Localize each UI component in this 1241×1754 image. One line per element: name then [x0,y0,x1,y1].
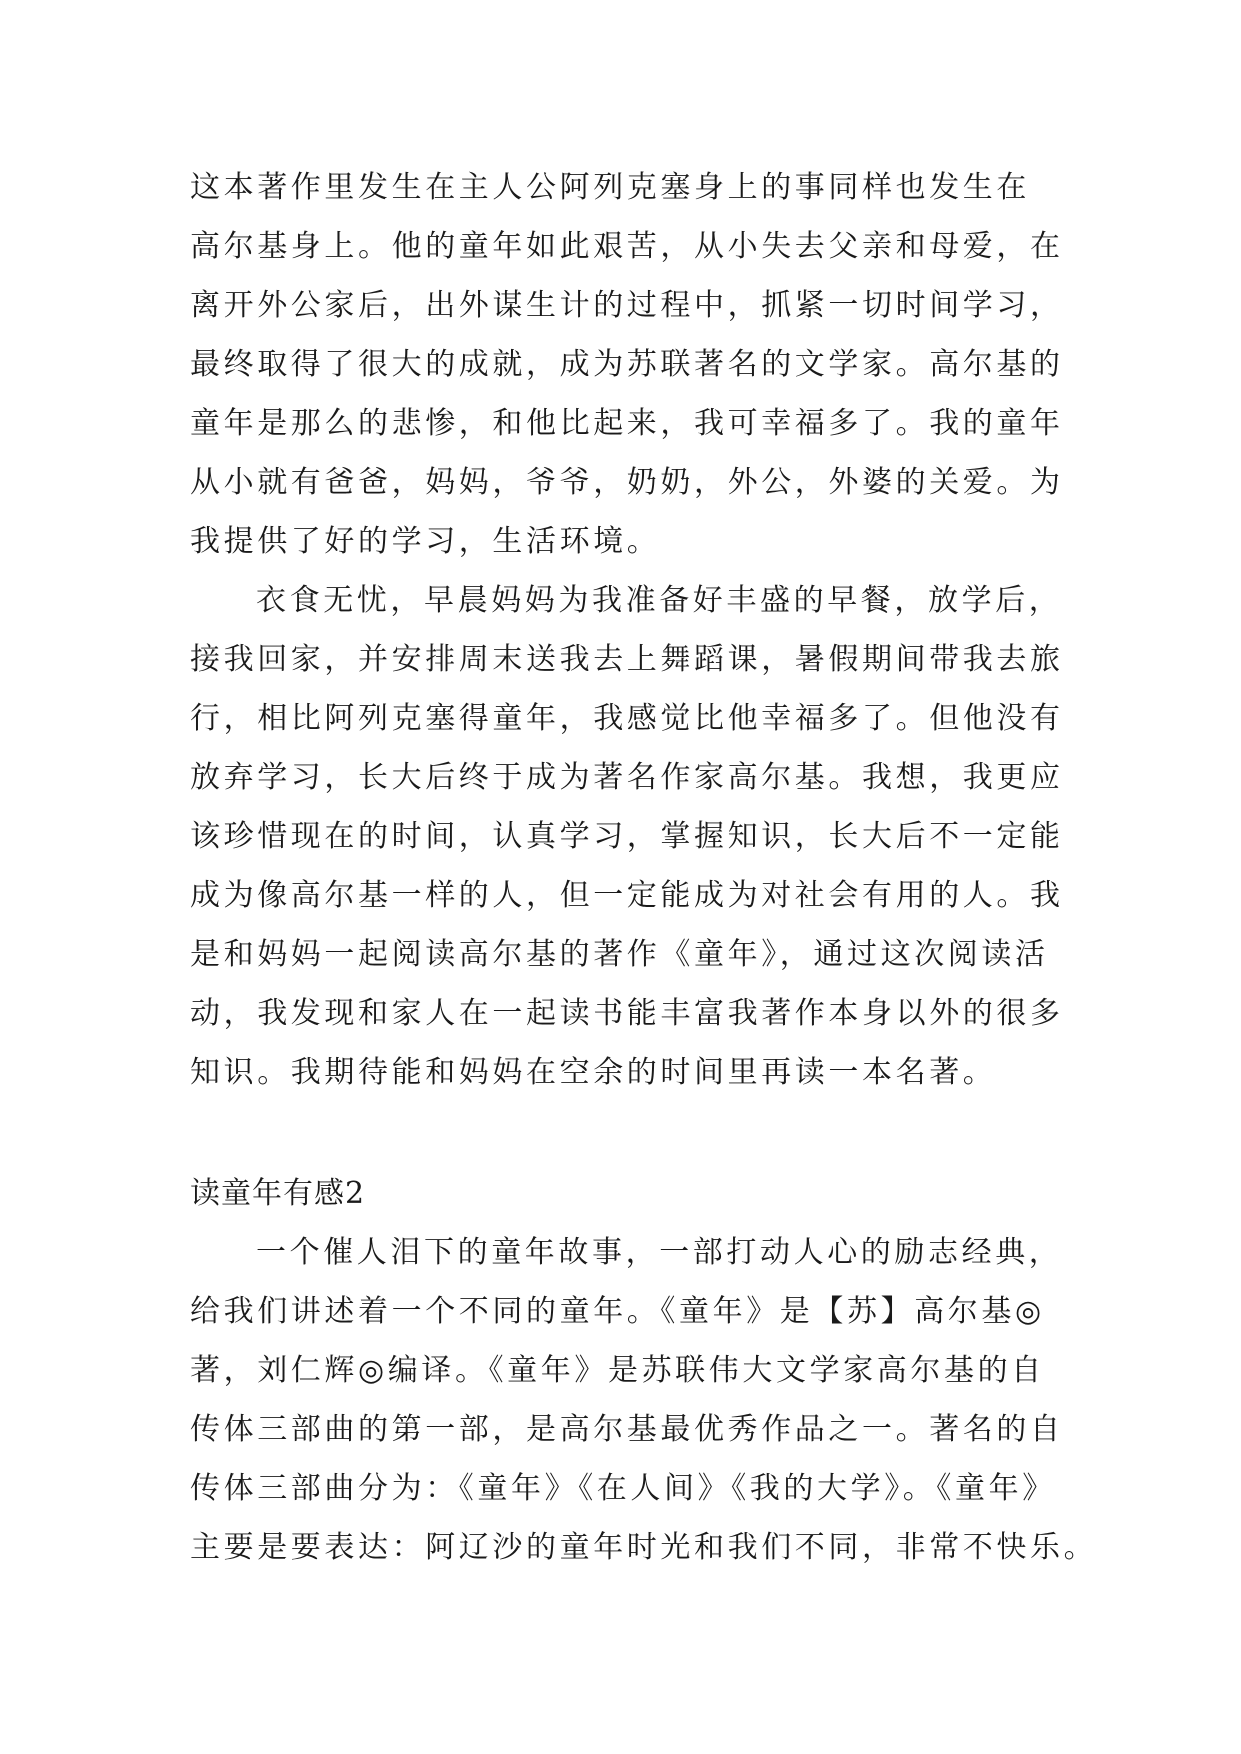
text-line: 知识。我期待能和妈妈在空余的时间里再读一本名著。 [190,1055,997,1090]
text-line: 最终取得了很大的成就，成为苏联著名的文学家。高尔基的 [190,347,1064,382]
text-line: 该珍惜现在的时间，认真学习，掌握知识，长大后不一定能 [190,819,1064,854]
text-line: 离开外公家后，出外谋生计的过程中，抓紧一切时间学习， [190,288,1064,323]
paragraph-gap [190,1102,1070,1164]
paragraph-2 [190,571,1070,1102]
text-line: 这本著作里发生在主人公阿列克塞身上的事同样也发生在 [190,170,1030,205]
text-line: 从小就有爸爸，妈妈，爷爷，奶奶，外公，外婆的关爱。为 [190,465,1064,500]
text-line: 是和妈妈一起阅读高尔基的著作《童年》，通过这次阅读活 [190,937,1049,972]
text-line: 衣食无忧，早晨妈妈为我准备好丰盛的早餐，放学后， [256,583,1063,618]
text-line: 主要是要表达：阿辽沙的童年时光和我们不同，非常不快乐。 [190,1530,1098,1565]
text-line: 高尔基身上。他的童年如此艰苦，从小失去父亲和母爱，在 [190,229,1064,264]
section-title: 读童年有感2 [190,1176,366,1211]
document-page [190,158,1098,1577]
text-line: 我提供了好的学习，生活环境。 [190,524,661,559]
text-line: 放弃学习，长大后终于成为著名作家高尔基。我想，我更应 [190,760,1064,795]
text-line: 著，刘仁辉◎编译。《童年》是苏联伟大文学家高尔基的自 [190,1353,1045,1388]
text-line: 动，我发现和家人在一起读书能丰富我著作本身以外的很多 [190,996,1064,1031]
text-line: 接我回家，并安排周末送我去上舞蹈课，暑假期间带我去旅 [190,642,1064,677]
text-line: 行，相比阿列克塞得童年，我感觉比他幸福多了。但他没有 [190,701,1064,736]
text-line: 童年是那么的悲惨，和他比起来，我可幸福多了。我的童年 [190,406,1064,441]
text-line: 传体三部曲的第一部，是高尔基最优秀作品之一。著名的自 [190,1412,1064,1447]
text-line: 成为像高尔基一样的人，但一定能成为对社会有用的人。我 [190,878,1064,913]
text-line: 给我们讲述着一个不同的童年。《童年》是【苏】高尔基◎ [190,1294,1045,1329]
paragraph-1 [190,158,1070,571]
text-line: 一个催人泪下的童年故事，一部打动人心的励志经典， [256,1235,1063,1270]
text-line: 传体三部曲分为：《童年》《在人间》《我的大学》。《童年》 [190,1471,1056,1506]
paragraph-3 [190,1223,1098,1577]
